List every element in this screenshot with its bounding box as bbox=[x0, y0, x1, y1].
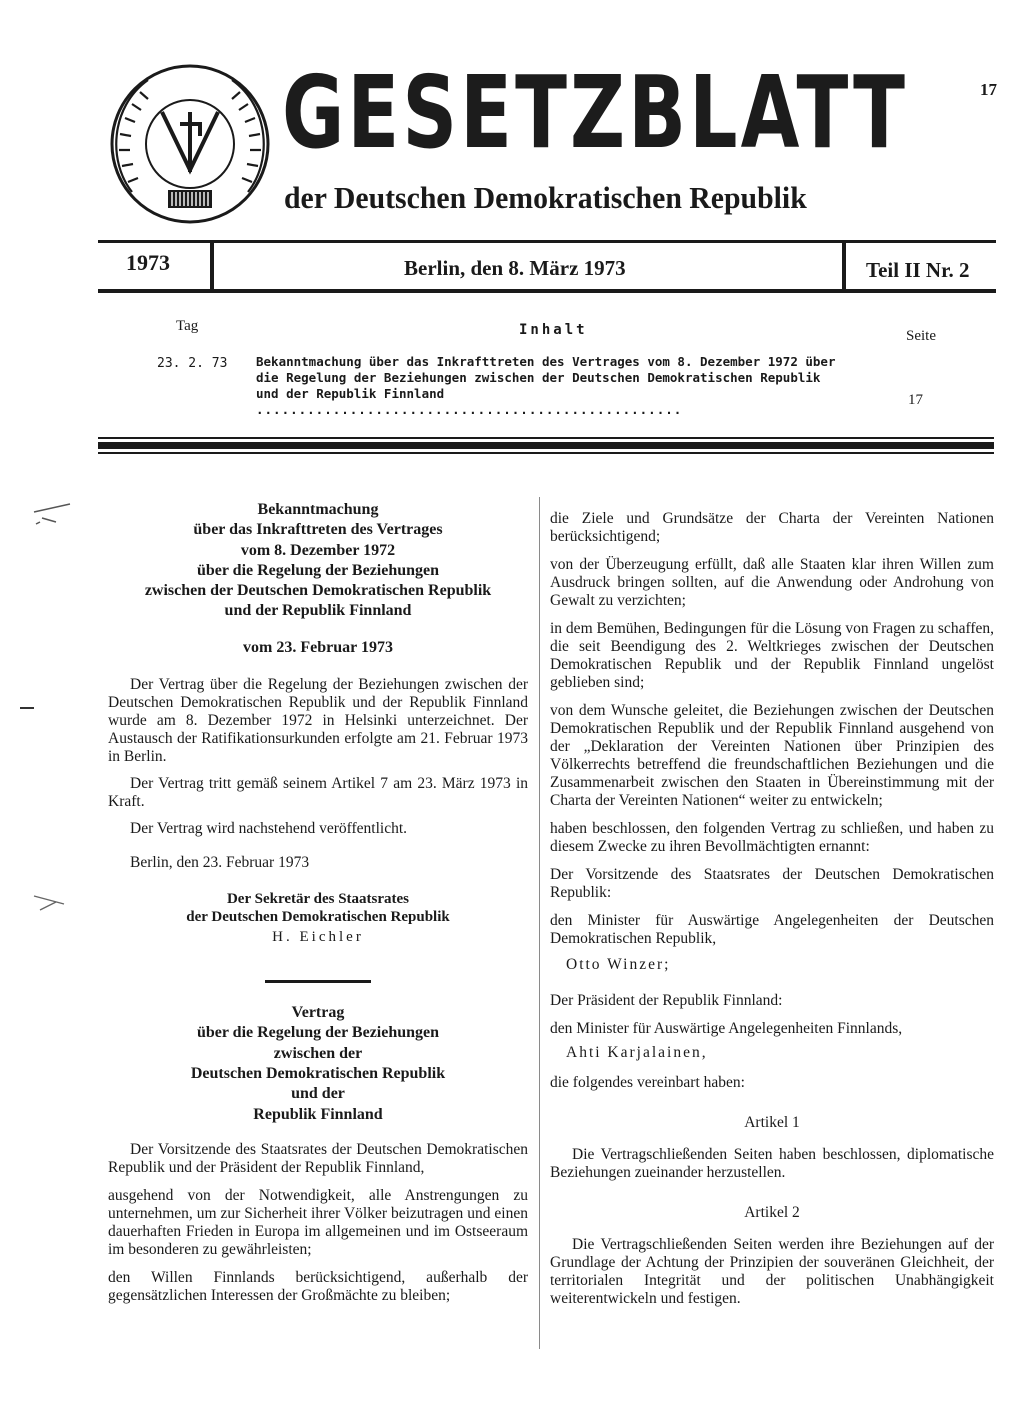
treaty-title-line: Republik Finnland bbox=[253, 1105, 383, 1123]
gazette-title: GESETZBLATT bbox=[282, 54, 909, 171]
issue-part-number: Teil II Nr. 2 bbox=[866, 258, 970, 282]
datebar-bottom-rule bbox=[98, 289, 996, 293]
article-text: Die Vertragschließenden Seiten werden ihre Beziehungen auf der Grundlage der Achtung der Prinzipien der souveränen Gleichheit, der territorialen Integrität und der politischen Unabhängigkeit weiterentwickeln und festigen. bbox=[550, 1236, 994, 1307]
notice-title-line: Bekanntmachung bbox=[257, 501, 379, 518]
contents-entry-page: 17 bbox=[908, 392, 923, 408]
article-heading: Artikel 2 bbox=[744, 1204, 800, 1221]
contents-separator-thin bbox=[98, 437, 994, 439]
page-number: 17 bbox=[980, 80, 997, 99]
datebar-divider-right bbox=[842, 243, 846, 289]
notice-paragraph: Der Vertrag über die Regelung der Beziehungen zwischen der Deutschen Demokratischen Republik und der Republik Finnland wurde am 8. Dezember 1972 in Helsinki unterzeichnet. Der Austausch der Ratifikationsurkunden erfolgte am 21. Februar 1973 in Berlin. bbox=[108, 676, 528, 766]
notice-title-line: vom 8. Dezember 1972 bbox=[240, 541, 396, 559]
treaty-title bbox=[108, 1003, 528, 1125]
treaty-preamble-paragraph: Der Vorsitzende des Staatsrates der Deutschen Demokratischen Republik und der Präsident der Republik Finnland, bbox=[108, 1140, 528, 1176]
signatory-title: Der Sekretär des Staatsrates bbox=[226, 891, 410, 908]
contents-page-header: Seite bbox=[906, 328, 936, 344]
scan-mark-icon bbox=[30, 890, 70, 916]
contents-entry-line: die Regelung der Beziehungen zwischen der Deutschen Demokratischen Republik bbox=[256, 370, 821, 385]
contents-entry-line: und der Republik Finnland .................................................. bbox=[256, 386, 683, 417]
treaty-preamble-paragraph: Der Präsident der Republik Finnland: bbox=[550, 992, 783, 1009]
left-column bbox=[108, 500, 528, 1305]
plenipotentiary-name: Ahti Karjalainen, bbox=[566, 1044, 708, 1061]
contents-entry-date: 23. 2. 73 bbox=[157, 356, 228, 371]
contents-entry-text bbox=[256, 354, 866, 418]
treaty-title-line: und der bbox=[291, 1085, 345, 1103]
leader-dots: .................................................. bbox=[256, 402, 683, 417]
plenipotentiary-name: Otto Winzer; bbox=[566, 956, 671, 973]
contents-entry-line: Bekanntmachung über das Inkrafttreten des Vertrages vom 8. Dezember 1972 über bbox=[256, 354, 836, 369]
notice-title-line: und der Republik Finnland bbox=[224, 602, 412, 620]
column-divider bbox=[539, 497, 540, 1349]
article-text: Die Vertragschließenden Seiten haben beschlossen, diplomatische Beziehungen zueinander herzustellen. bbox=[550, 1146, 994, 1181]
section-rule bbox=[265, 980, 371, 983]
treaty-preamble-paragraph: haben beschlossen, den folgenden Vertrag zu schließen, und haben zu diesem Zwecke zu ihren Bevollmächtigten ernannt: bbox=[550, 820, 994, 855]
notice-date-line: vom 23. Februar 1973 bbox=[243, 638, 393, 656]
notice-title-line: zwischen der Deutschen Demokratischen Republik bbox=[144, 582, 492, 600]
notice-paragraph: Der Vertrag wird nachstehend veröffentlicht. bbox=[130, 820, 408, 838]
datebar-top-rule bbox=[98, 240, 996, 243]
notice-title-line: über die Regelung der Beziehungen bbox=[196, 561, 440, 579]
contents-day-header: Tag bbox=[176, 318, 199, 334]
treaty-preamble-paragraph: ausgehend von der Notwendigkeit, alle Anstrengungen zu unternehmen, um zur Sicherheit ihrer Völker beizutragen und einen dauerhaften Frieden in Europa im allgemeinen und im Ostseeraum im besonderen zu gewährleisten; bbox=[108, 1186, 528, 1258]
treaty-preamble-paragraph: den Minister für Auswärtige Angelegenheiten Finnlands, bbox=[550, 1020, 903, 1037]
notice-paragraph: Der Vertrag tritt gemäß seinem Artikel 7 am 23. März 1973 in Kraft. bbox=[108, 775, 528, 811]
treaty-title-line: zwischen der bbox=[273, 1044, 363, 1062]
gazette-subtitle: der Deutschen Demokratischen Republik bbox=[284, 180, 807, 215]
treaty-preamble-paragraph: den Willen Finnlands berücksichtigend, außerhalb der gegensätzlichen Interessen der Großmächte zu bleiben; bbox=[108, 1268, 528, 1304]
margin-tick bbox=[20, 707, 34, 709]
treaty-title-line: Deutschen Demokratischen Republik bbox=[190, 1064, 446, 1082]
datebar-divider-left bbox=[210, 243, 214, 289]
issue-year: 1973 bbox=[126, 250, 170, 275]
notice-place-date: Berlin, den 23. Februar 1973 bbox=[130, 854, 310, 872]
article-heading: Artikel 1 bbox=[744, 1114, 800, 1131]
notice-title bbox=[108, 500, 528, 622]
right-column bbox=[550, 510, 994, 1308]
issue-place-date: Berlin, den 8. März 1973 bbox=[404, 256, 626, 280]
signatory-title: der Deutschen Demokratischen Republik bbox=[186, 909, 450, 926]
signatory-name: H. Eichler bbox=[272, 929, 364, 946]
contents-separator-thick bbox=[98, 442, 994, 449]
signature-block bbox=[108, 890, 528, 946]
treaty-title-line: Vertrag bbox=[291, 1004, 345, 1022]
treaty-preamble-paragraph: von der Überzeugung erfüllt, daß alle Staaten klar ihren Willen zum Ausdruck bringen sollten, auf die Anwendung oder Androhung von Gewalt zu verzichten; bbox=[550, 556, 994, 609]
contents-separator-thin-2 bbox=[98, 452, 994, 454]
treaty-preamble-paragraph: die folgendes vereinbart haben: bbox=[550, 1074, 745, 1091]
notice-title-line: über das Inkrafttreten des Vertrages bbox=[193, 521, 443, 539]
treaty-preamble-paragraph: den Minister für Auswärtige Angelegenheiten der Deutschen Demokratischen Republik, bbox=[550, 912, 994, 947]
contents-heading: Inhalt bbox=[519, 322, 588, 338]
treaty-preamble-paragraph: von dem Wunsche geleitet, die Beziehungen zwischen der Deutschen Demokratischen Republik und der Republik Finnland ausgehend von der „Deklaration der Vereinten Nationen über Prinzipien des Völkerrechts betreffend die freundschaftlichen Beziehungen und die Zusammenarbeit zwischen den Staaten in Übereinstimmung mit der Charta der Vereinten Nationen“ weiter zu entwickeln; bbox=[550, 702, 994, 809]
gdr-emblem-icon bbox=[100, 62, 280, 232]
treaty-preamble-paragraph: Der Vorsitzende des Staatsrates der Deutschen Demokratischen Republik: bbox=[550, 866, 994, 901]
treaty-title-line: über die Regelung der Beziehungen bbox=[196, 1024, 440, 1042]
treaty-preamble-paragraph: in dem Bemühen, Bedingungen für die Lösung von Fragen zu schaffen, die seit Beendigung des 2. Weltkrieges zwischen der Deutschen Demokratischen Republik und der Republik Finnland ungelöst geblieben sind; bbox=[550, 620, 994, 691]
scan-mark-icon bbox=[30, 500, 80, 530]
treaty-preamble-paragraph: die Ziele und Grundsätze der Charta der Vereinten Nationen berücksichtigend; bbox=[550, 510, 994, 545]
